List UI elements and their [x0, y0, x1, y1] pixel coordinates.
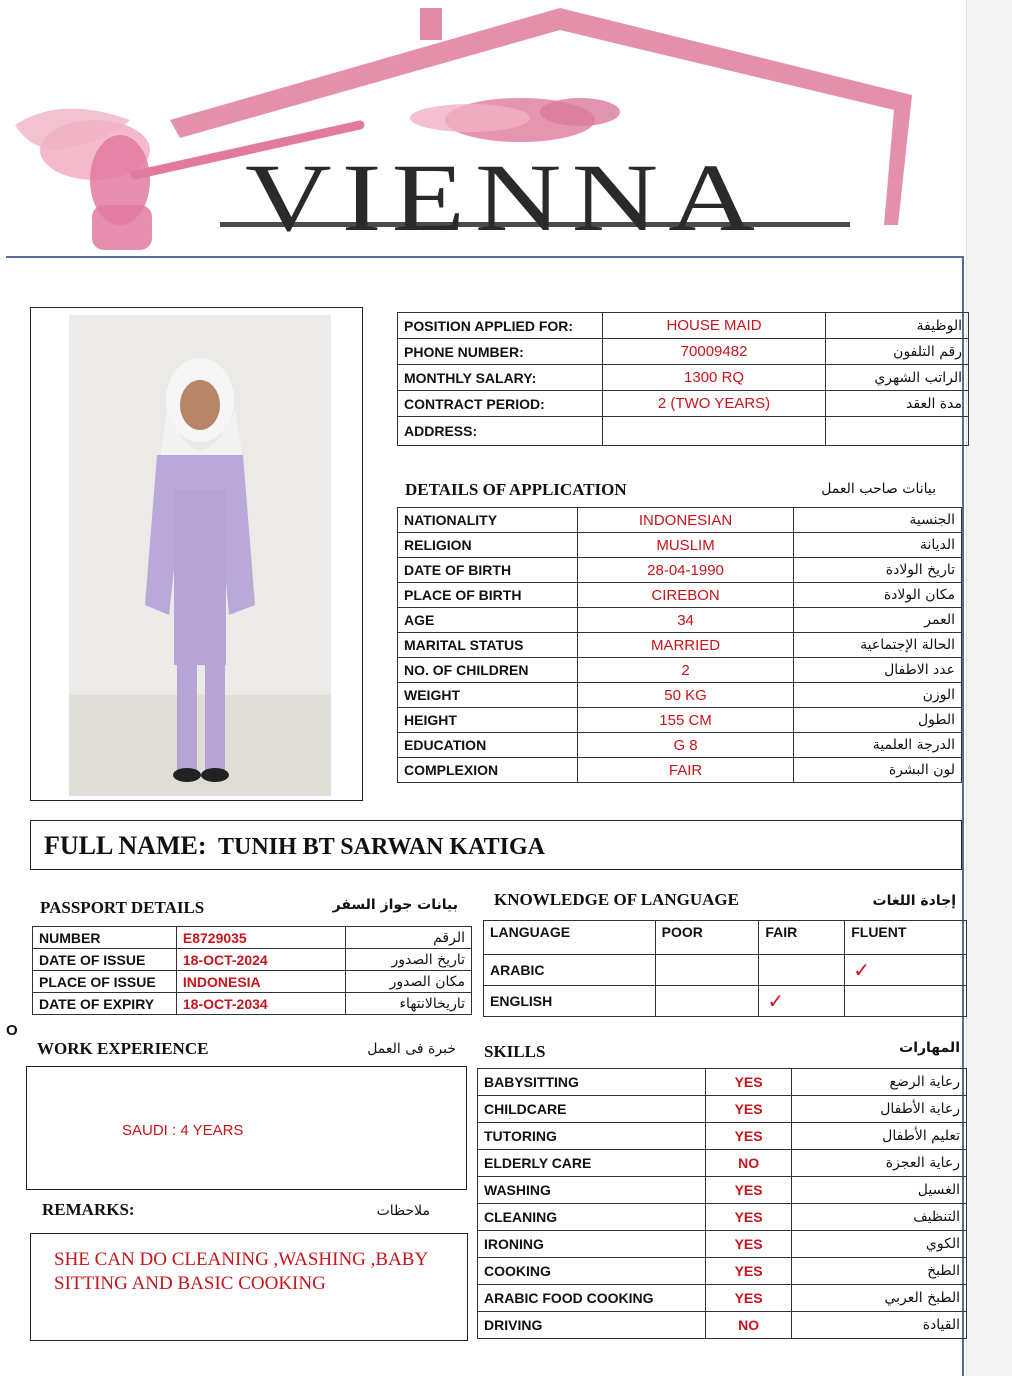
details-label-ar: الحالة الإجتماعية	[794, 633, 962, 658]
vienna-logo	[0, 0, 1012, 255]
details-value: MARRIED	[577, 633, 793, 658]
position-label-ar	[826, 417, 969, 446]
photo-frame	[30, 307, 363, 801]
language-table	[483, 920, 967, 1017]
details-label: AGE	[398, 608, 578, 633]
passport-label: DATE OF ISSUE	[33, 949, 177, 971]
position-label-ar: الراتب الشهري	[826, 365, 969, 391]
passport-label: NUMBER	[33, 927, 177, 949]
full-name-box	[30, 820, 962, 870]
skills-row	[478, 1096, 967, 1123]
position-row	[398, 391, 969, 417]
passport-value: E8729035	[176, 927, 345, 949]
details-row	[398, 683, 962, 708]
passport-label: DATE OF EXPIRY	[33, 993, 177, 1015]
skill-value: NO	[705, 1312, 792, 1339]
details-title: DETAILS OF APPLICATION	[405, 480, 627, 499]
language-title-ar: إجادة اللغات	[872, 893, 956, 909]
language-title: KNOWLEDGE OF LANGUAGE	[494, 890, 739, 909]
position-label-ar: رقم التلفون	[826, 339, 969, 365]
language-header: POOR	[655, 921, 759, 955]
language-level-cell	[655, 986, 759, 1017]
skill-label-ar: تعليم الأطفال	[792, 1123, 967, 1150]
details-value: FAIR	[577, 758, 793, 783]
skill-label: COOKING	[478, 1258, 706, 1285]
details-label-ar: الدرجة العلمية	[794, 733, 962, 758]
details-label-ar: عدد الاطفال	[794, 658, 962, 683]
skills-row	[478, 1204, 967, 1231]
position-label: PHONE NUMBER:	[398, 339, 603, 365]
remarks-title: REMARKS:	[42, 1200, 135, 1219]
language-name: ENGLISH	[484, 986, 656, 1017]
details-label: RELIGION	[398, 533, 578, 558]
passport-title-ar: بيانات جواز السفر	[332, 897, 458, 913]
skill-value: YES	[705, 1123, 792, 1150]
passport-label: PLACE OF ISSUE	[33, 971, 177, 993]
details-value: 34	[577, 608, 793, 633]
skill-label: DRIVING	[478, 1312, 706, 1339]
candidate-photo	[69, 315, 331, 796]
skill-value: NO	[705, 1150, 792, 1177]
skill-value: YES	[705, 1285, 792, 1312]
remarks-line-2: SITTING AND BASIC COOKING	[54, 1273, 326, 1294]
skill-label-ar: التنظيف	[792, 1204, 967, 1231]
details-row	[398, 583, 962, 608]
check-icon: ✓	[853, 959, 870, 982]
full-name-value: TUNIH BT SARWAN KATIGA	[218, 834, 545, 860]
details-title-ar: بيانات صاحب العمل	[821, 481, 936, 497]
remarks-box	[30, 1233, 468, 1341]
position-row	[398, 365, 969, 391]
passport-label-ar: الرقم	[346, 927, 472, 949]
position-value: 1300 RQ	[602, 365, 825, 391]
skills-title-ar: المهارات	[899, 1040, 960, 1056]
details-value: INDONESIAN	[577, 508, 793, 533]
language-header: FAIR	[759, 921, 845, 955]
skill-label-ar: الطبخ	[792, 1258, 967, 1285]
passport-value: 18-OCT-2034	[176, 993, 345, 1015]
details-label-ar: مكان الولادة	[794, 583, 962, 608]
details-label: NO. OF CHILDREN	[398, 658, 578, 683]
skill-label: ELDERLY CARE	[478, 1150, 706, 1177]
skill-value: YES	[705, 1069, 792, 1096]
language-header: FLUENT	[845, 921, 967, 955]
details-table	[397, 507, 962, 783]
details-value: 2	[577, 658, 793, 683]
position-row	[398, 339, 969, 365]
position-label-ar: مدة العقد	[826, 391, 969, 417]
skills-row	[478, 1150, 967, 1177]
passport-value: INDONESIA	[176, 971, 345, 993]
details-value: G 8	[577, 733, 793, 758]
skills-title: SKILLS	[484, 1042, 546, 1061]
remarks-text	[54, 1248, 428, 1296]
skill-value: YES	[705, 1258, 792, 1285]
details-label: DATE OF BIRTH	[398, 558, 578, 583]
details-value: MUSLIM	[577, 533, 793, 558]
skills-row	[478, 1285, 967, 1312]
work-text: SAUDI : 4 YEARS	[122, 1122, 244, 1139]
position-label-ar: الوظيفة	[826, 313, 969, 339]
remarks-title-ar: ملاحظات	[376, 1203, 430, 1219]
passport-title: PASSPORT DETAILS	[40, 898, 205, 917]
frame-line-top	[6, 256, 964, 258]
skill-value: YES	[705, 1096, 792, 1123]
skill-value: YES	[705, 1204, 792, 1231]
details-row	[398, 508, 962, 533]
details-label: WEIGHT	[398, 683, 578, 708]
details-label: EDUCATION	[398, 733, 578, 758]
details-value: CIREBON	[577, 583, 793, 608]
passport-label-ar: مكان الصدور	[346, 971, 472, 993]
logo-text: VIENNA	[245, 144, 765, 251]
skills-row	[478, 1123, 967, 1150]
details-row	[398, 558, 962, 583]
position-label: CONTRACT PERIOD:	[398, 391, 603, 417]
position-table	[397, 312, 969, 446]
language-row	[484, 986, 967, 1017]
details-label-ar: لون البشرة	[794, 758, 962, 783]
details-row	[398, 608, 962, 633]
language-name: ARABIC	[484, 955, 656, 986]
details-label: MARITAL STATUS	[398, 633, 578, 658]
details-label-ar: الديانة	[794, 533, 962, 558]
language-level-cell	[845, 955, 967, 986]
position-value: HOUSE MAID	[602, 313, 825, 339]
check-icon: ✓	[767, 990, 785, 1013]
skills-row	[478, 1177, 967, 1204]
details-value: 155 CM	[577, 708, 793, 733]
details-label: HEIGHT	[398, 708, 578, 733]
passport-row	[33, 927, 472, 949]
skill-label-ar: الكوي	[792, 1231, 967, 1258]
details-label: COMPLEXION	[398, 758, 578, 783]
details-row	[398, 708, 962, 733]
skill-label: IRONING	[478, 1231, 706, 1258]
skill-label: TUTORING	[478, 1123, 706, 1150]
skill-label-ar: رعاية الأطفال	[792, 1096, 967, 1123]
skill-label: ARABIC FOOD COOKING	[478, 1285, 706, 1312]
skills-table	[477, 1068, 967, 1339]
skill-label: BABYSITTING	[478, 1069, 706, 1096]
passport-label-ar: تاريخ الصدور	[346, 949, 472, 971]
language-row	[484, 955, 967, 986]
skill-value: YES	[705, 1177, 792, 1204]
language-level-cell	[655, 955, 759, 986]
language-header: LANGUAGE	[484, 921, 656, 955]
details-row	[398, 758, 962, 783]
skills-row	[478, 1231, 967, 1258]
language-level-cell	[759, 955, 845, 986]
details-label: PLACE OF BIRTH	[398, 583, 578, 608]
skill-value: YES	[705, 1231, 792, 1258]
details-label-ar: تاريخ الولادة	[794, 558, 962, 583]
language-header-row	[484, 921, 967, 955]
passport-row	[33, 949, 472, 971]
position-value: 2 (TWO YEARS)	[602, 391, 825, 417]
skills-row	[478, 1312, 967, 1339]
skill-label: WASHING	[478, 1177, 706, 1204]
position-value	[602, 417, 825, 446]
work-title-ar: خبرة فى العمل	[367, 1041, 456, 1057]
skill-label-ar: الغسيل	[792, 1177, 967, 1204]
language-level-cell	[759, 986, 845, 1017]
passport-table	[32, 926, 472, 1015]
position-label: MONTHLY SALARY:	[398, 365, 603, 391]
details-value: 50 KG	[577, 683, 793, 708]
skill-label-ar: رعاية العجزة	[792, 1150, 967, 1177]
position-label: POSITION APPLIED FOR:	[398, 313, 603, 339]
details-label-ar: الجنسية	[794, 508, 962, 533]
language-level-cell	[845, 986, 967, 1017]
details-value: 28-04-1990	[577, 558, 793, 583]
position-value: 70009482	[602, 339, 825, 365]
position-row	[398, 417, 969, 446]
full-name-label: FULL NAME:	[44, 831, 207, 860]
passport-row	[33, 993, 472, 1015]
details-row	[398, 533, 962, 558]
details-label-ar: الطول	[794, 708, 962, 733]
details-row	[398, 633, 962, 658]
details-label-ar: الوزن	[794, 683, 962, 708]
work-box	[26, 1066, 467, 1190]
details-row	[398, 733, 962, 758]
position-row	[398, 313, 969, 339]
skills-row	[478, 1258, 967, 1285]
skill-label-ar: القيادة	[792, 1312, 967, 1339]
details-label-ar: العمر	[794, 608, 962, 633]
remarks-line-1: SHE CAN DO CLEANING ,WASHING ,BABY	[54, 1249, 429, 1270]
skill-label: CLEANING	[478, 1204, 706, 1231]
skill-label: CHILDCARE	[478, 1096, 706, 1123]
skill-label-ar: رعاية الرضع	[792, 1069, 967, 1096]
details-row	[398, 658, 962, 683]
passport-value: 18-OCT-2024	[176, 949, 345, 971]
work-title: WORK EXPERIENCE	[37, 1039, 209, 1058]
skills-row	[478, 1069, 967, 1096]
passport-label-ar: تاريخالانتهاء	[346, 993, 472, 1015]
passport-row	[33, 971, 472, 993]
details-label: NATIONALITY	[398, 508, 578, 533]
skill-label-ar: الطبخ العربي	[792, 1285, 967, 1312]
position-label: ADDRESS:	[398, 417, 603, 446]
side-mark: O	[6, 1022, 18, 1039]
